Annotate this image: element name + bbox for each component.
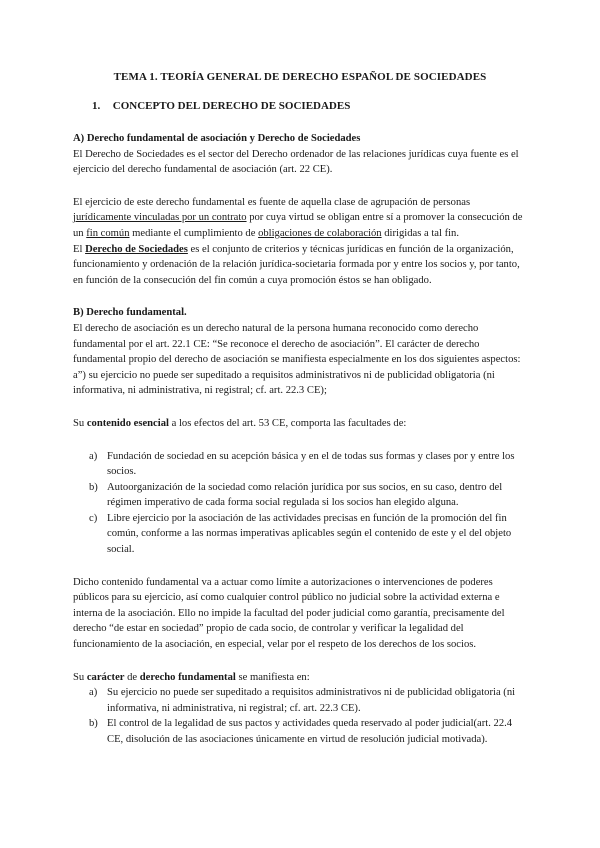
list-marker: b): [89, 718, 98, 730]
part-b-heading: B) Derecho fundamental.: [73, 307, 187, 319]
list-marker: c): [89, 512, 98, 524]
caracter-list: [73, 685, 528, 747]
list-marker: a): [89, 450, 98, 462]
part-a-paragraph-1: El Derecho de Sociedades es el sector del Derecho ordenador de las relaciones jurídicas cuya fuente es el ejercicio del derecho fundamental de asociación (art. 22 CE).: [73, 148, 519, 176]
section-title: CONCEPTO DEL DERECHO DE SOCIEDADES: [112, 100, 351, 112]
part-a-paragraph-3: [73, 242, 528, 289]
bold-term-caracter: carácter: [86, 671, 125, 683]
list-item: [73, 716, 528, 747]
part-b-paragraph-3: Dicho contenido fundamental va a actuar como límite a autorizaciones o intervenciones de poderes públicos para su ejercicio, así como cualquier control público no judicial sobre la actividad externa e interna de la asociación. Ello no impide la facultad del poder judicial como garantía, precisamente del derecho “de estar en sociedad” propio de cada socio, de controlar y verificar la legalidad del funcionamiento de la asociación, en especial, velar por el respeto de los derechos de los socios.: [73, 576, 505, 651]
bold-term-derecho-fundamental: derecho fundamental: [139, 671, 236, 683]
text-run: El ejercicio de este derecho fundamental es fuente de aquella clase de agrupación de personas: [73, 196, 471, 208]
list-item: [73, 480, 528, 511]
part-b-paragraph-2: [73, 416, 528, 432]
part-a-heading: A) Derecho fundamental de asociación y Derecho de Sociedades: [73, 133, 361, 144]
list-item-text: Fundación de sociedad en su acepción básica y en el de todas sus formas y clases por y entre los socios.: [107, 450, 515, 478]
list-item-text: Libre ejercicio por la asociación de las actividades precisas en función de la promoción del fin común, conforme a las normas imperativas aplicables según el contenido de este y el del objeto social.: [107, 512, 512, 556]
text-run: dirigidas a tal fin.: [381, 227, 459, 239]
list-marker: b): [89, 481, 98, 493]
list-item: [73, 449, 528, 480]
part-b-paragraph-4: [73, 670, 528, 686]
document-body: [73, 131, 528, 748]
section-heading: [92, 99, 350, 115]
underlined-phrase-obligaciones: obligaciones de colaboración: [258, 227, 382, 239]
part-a-paragraph-2: [73, 195, 528, 242]
text-run: Su: [73, 671, 87, 683]
text-run: por cuya virtud se obligan entre sí a promover la consecución de un: [73, 212, 523, 239]
list-item-text: Su ejercicio no puede ser supeditado a requisitos administrativos ni de publicidad obligatoria (ni informativa, ni administrativa, ni registral; cf. art. 22.3 CE).: [107, 687, 516, 714]
list-item: [73, 685, 528, 716]
section-number: 1.: [92, 100, 101, 112]
text-run: es el conjunto de criterios y técnicas jurídicas en función de la organización, funcionamiento y ordenación de la relación jurídica-societaria formada por y entre los socios y, por tanto, en función de la consecución del fin común a cuya promoción éstos se han obligado.: [73, 243, 520, 286]
facultades-list: [73, 449, 528, 558]
underlined-phrase-contrato: jurídicamente vinculadas por un contrato: [73, 212, 247, 224]
text-run: mediante el cumplimiento de: [129, 227, 259, 239]
text-run: se manifiesta en:: [235, 671, 310, 683]
bold-term-derecho-sociedades: Derecho de Sociedades: [85, 243, 188, 255]
text-run: Su: [73, 417, 87, 429]
list-marker: a): [89, 687, 98, 699]
text-run: El: [73, 243, 86, 255]
list-item-text: El control de la legalidad de sus pactos y actividades queda reservado al poder judicial(art. 22.4 CE, disolución de las asociaciones únicamente en virtud de resolución judicial motivada).: [107, 718, 513, 745]
list-item-text: Autoorganización de la sociedad como relación jurídica por sus socios, en su caso, dentro del régimen imperativo de cada forma social regulada si los socios han elegido alguna.: [107, 481, 503, 509]
text-run: a los efectos del art. 53 CE, comporta las facultades de:: [168, 417, 407, 429]
underlined-phrase-fin-comun: fin común: [86, 227, 130, 239]
bold-term-contenido-esencial: contenido esencial: [86, 417, 169, 429]
list-item: [73, 511, 528, 558]
text-run: de: [124, 671, 140, 683]
part-b-paragraph-1: El derecho de asociación es un derecho natural de la persona humana reconocido como derecho fundamental por el art. 22.1 CE: “Se reconoce el derecho de asociación”. El carácter de derecho fundamental propio del derecho de asociación se manifiesta especialmente en los dos siguientes aspectos: a”) su ejercicio no puede ser supeditado a requisitos administrativos ni de publicidad obligatoria (ni informativa, ni administrativa, ni registral; cf. art. 22.3 CE);: [73, 322, 521, 397]
document-title: TEMA 1. TEORÍA GENERAL DE DERECHO ESPAÑOL DE SOCIEDADES: [113, 71, 487, 83]
